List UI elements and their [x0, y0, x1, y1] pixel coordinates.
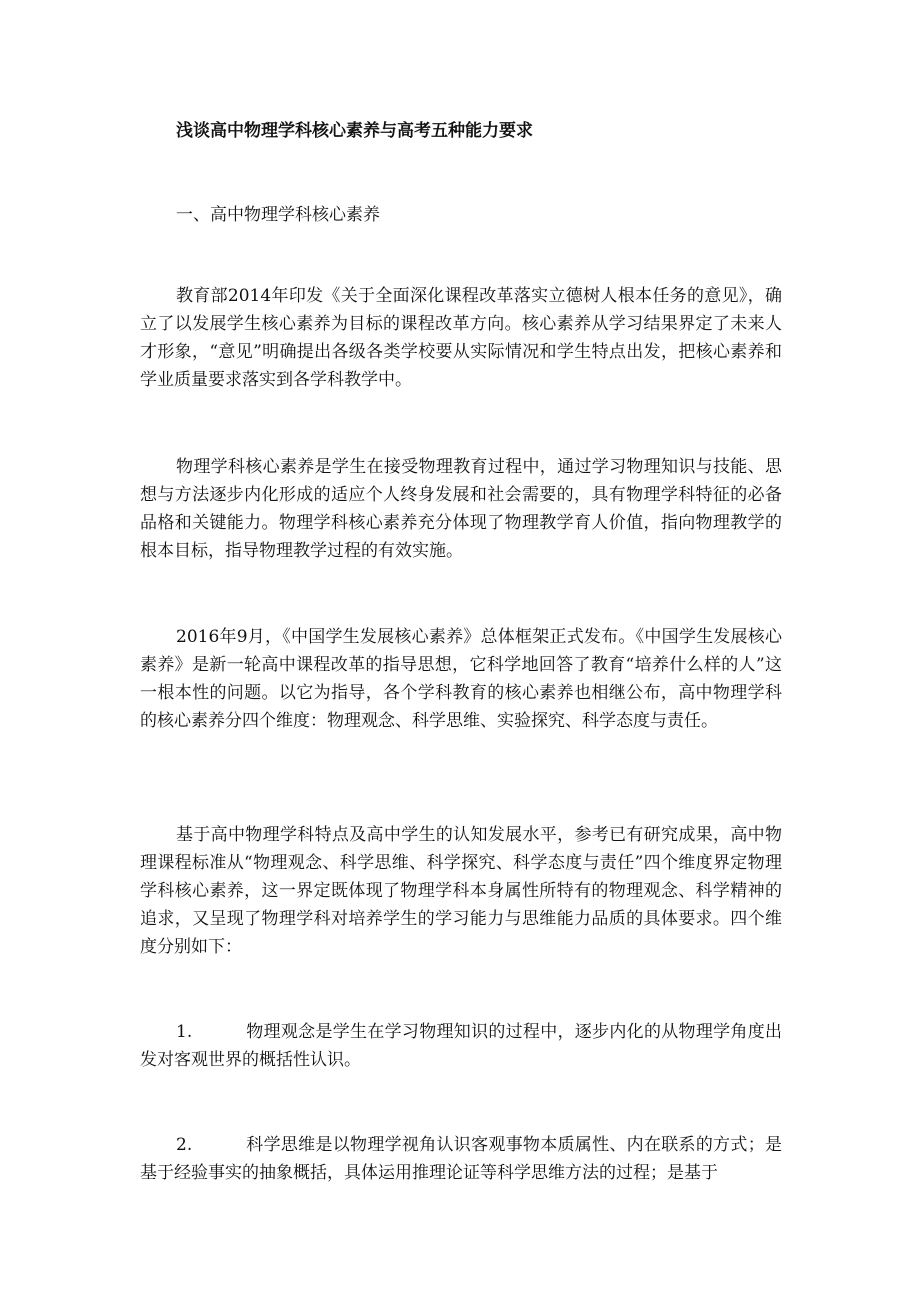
paragraph-3: 2016年9月，《中国学生发展核心素养》总体框架正式发布。《中国学生发展核心素养》是新一轮高中课程改革的指导思想，它科学地回答了教育“培养什么样的人”这一根本性的问题。以它为指导，各个学科教育的核心素养也相继公布，高中物理学科的核心素养分四个维度：物理观念、科学思维、实验探究、科学态度与责任。	[140, 627, 782, 731]
section-heading: 一、高中物理学科核心素养	[176, 205, 380, 225]
list-text: 物理观念是学生在学习物理知识的过程中，逐步内化的从物理学角度出发对客观世界的概括性认识。	[140, 1022, 782, 1070]
document-title: 浅谈高中物理学科核心素养与高考五种能力要求	[176, 121, 533, 141]
paragraph-2: 物理学科核心素养是学生在接受物理教育过程中，通过学习物理知识与技能、思想与方法逐步内化形成的适应个人终身发展和社会需要的，具有物理学科特征的必备品格和关键能力。物理学科核心素养充分体现了物理教学育人价值，指向物理教学的根本目标，指导物理教学过程的有效实施。	[140, 457, 782, 561]
list-number: 2.	[176, 1135, 193, 1155]
paragraph-1: 教育部2014年印发《关于全面深化课程改革落实立德树人根本任务的意见》，确立了以发展学生核心素养为目标的课程改革方向。核心素养从学习结果界定了未来人才形象，“意见”明确提出各级各类学校要从实际情况和学生特点出发，把核心素养和学业质量要求落实到各学科教学中。	[140, 286, 782, 390]
list-text: 科学思维是以物理学视角认识客观事物本质属性、内在联系的方式；是基于经验事实的抽象概括，具体运用推理论证等科学思维方法的过程；是基于	[140, 1135, 782, 1183]
list-item-2	[140, 1131, 782, 1187]
paragraph-4: 基于高中物理学科特点及高中学生的认知发展水平，参考已有研究成果，高中物理课程标准从“物理观念、科学思维、科学探究、科学态度与责任”四个维度界定物理学科核心素养，这一界定既体现了物理学科本身属性所特有的物理观念、科学精神的追求，又呈现了物理学科对培养学生的学习能力与思维能力品质的具体要求。四个维度分别如下：	[140, 825, 782, 957]
list-number: 1.	[176, 1022, 193, 1042]
list-item-1	[140, 1018, 782, 1074]
